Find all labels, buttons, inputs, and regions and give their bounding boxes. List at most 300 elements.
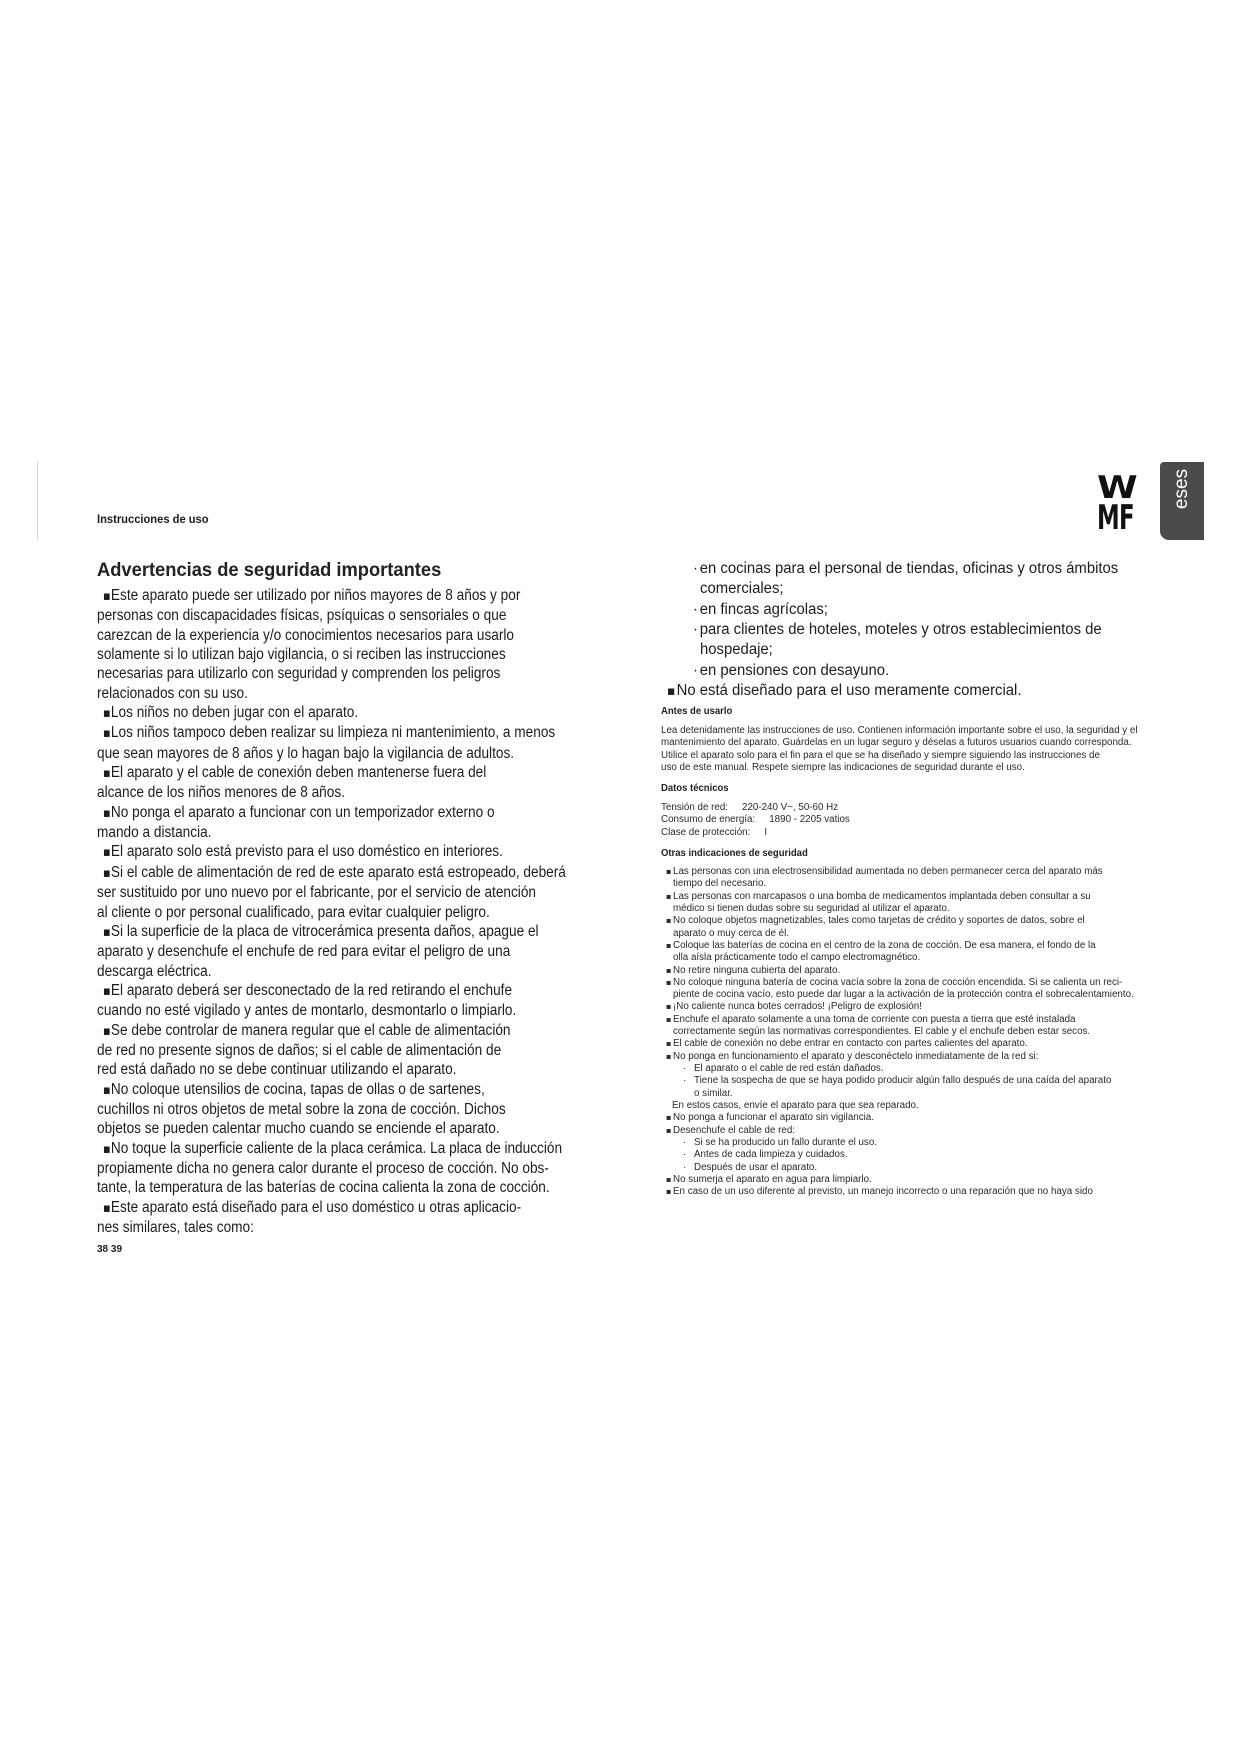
- bullet-marker: ▪: [103, 924, 111, 940]
- bullet-marker: ▪: [666, 1187, 672, 1197]
- other-safety-heading: [661, 848, 1145, 860]
- text-line: [97, 903, 592, 922]
- line-text: descarga eléctrica.: [97, 962, 212, 980]
- line-text: Los niños no deben jugar con el aparato.: [110, 704, 359, 722]
- wmf-logo-upper: W: [1097, 470, 1138, 506]
- spec-row-content: [661, 814, 850, 826]
- list-item: [661, 977, 1146, 1002]
- list-item: [97, 863, 592, 922]
- spec-row-content: [661, 802, 838, 814]
- running-header: [97, 513, 317, 527]
- bullet-marker: ·: [693, 560, 698, 577]
- list-item: [97, 763, 592, 803]
- line-content: [673, 878, 766, 890]
- line-text: Enchufe el aparato solamente a una toma de corriente con puesta a tierra que esté instalada: [673, 1013, 1076, 1025]
- line-text: cuando no esté vigilado y antes de montarlo, desmontarlo o limpiarlo.: [97, 1002, 517, 1020]
- line-content: [666, 977, 1122, 989]
- line-text: No sumerja el aparato en agua para limpiarlo.: [673, 1173, 872, 1185]
- text-line: [661, 1063, 1146, 1075]
- line-content: [103, 981, 512, 1001]
- line-text: Si el cable de alimentación de red de este aparato está estropeado, deberá: [110, 863, 566, 881]
- list-item: [693, 620, 1145, 661]
- text-line: [97, 783, 592, 802]
- bullet-marker: ▪: [103, 983, 111, 999]
- text-line: [661, 1051, 1146, 1063]
- line-text: El aparato solo está previsto para el uso doméstico en interiores.: [110, 843, 503, 861]
- text-line: [661, 1125, 1146, 1137]
- line-text: Desenchufe el cable de red:: [673, 1124, 795, 1136]
- spec-label: Consumo de energía:: [661, 814, 756, 826]
- line-content: [97, 1119, 500, 1138]
- list-item: [661, 1038, 1146, 1050]
- text-line: [97, 763, 592, 783]
- line-text: médico si tienen dudas sobre su seguridad al utilizar el aparato.: [673, 902, 950, 914]
- line-text: El aparato y el cable de conexión deben mantenerse fuera del: [110, 764, 487, 782]
- line-content: [103, 586, 520, 606]
- bullet-marker: ·: [683, 1136, 687, 1148]
- line-text: Utilice el aparato solo para el fin para el que se ha diseñado y siempre siguiendo las instrucciones de: [661, 749, 1100, 761]
- bullet-marker: ▪: [103, 766, 111, 782]
- bullet-marker: ▪: [666, 1174, 672, 1184]
- line-content: [97, 626, 514, 645]
- line-text: cuchillos ni otros objetos de metal sobre la zona de cocción. Dichos: [97, 1100, 506, 1118]
- line-text: No retire ninguna cubierta del aparato.: [673, 964, 841, 976]
- text-line: [97, 723, 592, 743]
- line-content: [97, 684, 248, 703]
- list-item: [661, 1051, 1146, 1063]
- other-safety-heading-text: Otras indicaciones de seguridad: [661, 848, 808, 859]
- bullet-marker: ▪: [103, 1200, 111, 1216]
- line-text: ser sustituido por uno nuevo por el fabricante, por el servicio de atención: [97, 884, 537, 902]
- list-item: [97, 981, 592, 1021]
- line-content: [683, 1063, 884, 1075]
- text-line: [693, 661, 1145, 681]
- text-line: [661, 1174, 1146, 1186]
- line-text: aparato o muy cerca de él.: [673, 927, 789, 939]
- line-text: objetos se pueden calentar mucho cuando se enciende el aparato.: [97, 1120, 500, 1138]
- bullet-marker: ▪: [667, 684, 676, 699]
- line-content: [666, 1001, 922, 1013]
- line-text: propiamente dicha no genera calor durante el proceso de cocción. No obs-: [97, 1159, 549, 1177]
- line-content: [103, 763, 486, 783]
- bullet-marker: ▪: [666, 1113, 672, 1123]
- line-content: [666, 940, 1096, 952]
- bullet-marker: ·: [683, 1161, 687, 1173]
- list-item: [661, 1162, 1146, 1174]
- list-item: [693, 559, 1145, 600]
- text-line: [661, 928, 1146, 940]
- line-text: El aparato deberá ser desconectado de la red retirando el enchufe: [110, 981, 513, 999]
- bullet-marker: ·: [683, 1075, 687, 1087]
- line-content: [666, 1038, 1028, 1050]
- list-item: [661, 1075, 1146, 1100]
- line-content: [694, 1088, 733, 1100]
- list-item: [661, 965, 1146, 977]
- line-content: [683, 1162, 817, 1174]
- line-text: No coloque utensilios de cocina, tapas de ollas o de sartenes,: [110, 1080, 485, 1098]
- text-line: [661, 940, 1146, 952]
- line-text: No ponga el aparato a funcionar con un temporizador externo o: [110, 803, 495, 821]
- text-line: [661, 891, 1146, 903]
- bullet-marker: ▪: [666, 867, 672, 876]
- line-text: No está diseñado para el uso meramente comercial.: [676, 682, 1022, 699]
- language-tab: [1160, 462, 1204, 540]
- technical-data-heading-text: Datos técnicos: [661, 783, 729, 794]
- line-text: carezcan de la experiencia y/o conocimientos necesarios para usarlo: [97, 626, 515, 644]
- line-text: en pensiones con desayuno.: [699, 661, 890, 679]
- text-line: [661, 1075, 1146, 1087]
- list-item: [97, 1139, 592, 1198]
- text-line: [97, 1080, 592, 1100]
- line-text: nes similares, tales como:: [97, 1219, 254, 1236]
- line-content: [103, 842, 503, 862]
- text-line: [97, 1159, 592, 1178]
- section-title-text: Advertencias de seguridad importantes: [97, 559, 442, 581]
- bullet-marker: ▪: [103, 845, 111, 861]
- usage-contexts-list: [693, 559, 1145, 681]
- line-content: [97, 1178, 550, 1197]
- line-text: Este aparato puede ser utilizado por niños mayores de 8 años y por: [110, 587, 521, 604]
- text-line: [97, 744, 592, 763]
- text-line: [693, 640, 1145, 660]
- bullet-marker: ▪: [666, 977, 672, 987]
- text-line: [97, 823, 592, 842]
- bullet-marker: ▪: [666, 1014, 672, 1024]
- line-content: [693, 600, 828, 620]
- text-line: [97, 606, 592, 625]
- line-content: [673, 928, 789, 940]
- bullet-marker: ▪: [666, 1039, 672, 1049]
- running-header-text: Instrucciones de uso: [97, 514, 209, 526]
- line-text: Los niños tampoco deben realizar su limpieza ni mantenimiento, a menos: [110, 724, 556, 742]
- line-content: [673, 903, 950, 915]
- line-text: piente de cocina vacío, esto puede dar lugar a la activación de la protección contra el sobrecalentamiento.: [673, 989, 1134, 1001]
- list-item: [661, 1174, 1146, 1186]
- line-text: necesarias para utilizarlo con seguridad y comprenden los peligros: [97, 665, 501, 683]
- text-line: [661, 1014, 1146, 1026]
- text-line: [693, 579, 1145, 599]
- line-content: [103, 703, 358, 723]
- line-text: hospedaje;: [700, 641, 773, 659]
- list-item: [97, 1021, 592, 1080]
- line-text: en fincas agrícolas;: [699, 600, 828, 618]
- text-line: [97, 1021, 592, 1041]
- line-text: No coloque objetos magnetizables, tales como tarjetas de crédito y soportes de datos, sobre el: [673, 915, 1085, 927]
- text-line: [661, 965, 1146, 977]
- line-text: No toque la superficie caliente de la placa cerámica. La placa de inducción: [110, 1139, 563, 1157]
- text-line: [661, 878, 1146, 890]
- line-text: No ponga a funcionar el aparato sin vigilancia.: [673, 1112, 874, 1124]
- bullet-marker: ▪: [103, 865, 111, 881]
- line-content: [97, 903, 490, 922]
- before-use-heading: [661, 706, 1145, 718]
- text-line: [661, 750, 1143, 762]
- text-line: [97, 1139, 592, 1159]
- line-content: [97, 645, 506, 664]
- text-line: [667, 681, 1145, 702]
- text-line: [661, 1112, 1146, 1124]
- before-use-paragraph: [661, 725, 1143, 774]
- language-tab-label: eses: [1171, 468, 1192, 510]
- technical-data-table: [661, 802, 1145, 839]
- list-item: [693, 600, 1145, 620]
- bullet-marker: ·: [693, 661, 698, 679]
- bullet-marker: ▪: [666, 1125, 672, 1135]
- list-item: [97, 703, 592, 723]
- bullet-marker: ·: [683, 1149, 687, 1161]
- text-line: [97, 586, 592, 606]
- line-text: El cable de conexión no debe entrar en contacto con partes calientes del aparato.: [673, 1038, 1028, 1050]
- line-content: [97, 1001, 516, 1020]
- bullet-marker: ▪: [103, 1141, 111, 1157]
- text-line: [97, 962, 592, 981]
- spec-value: I: [764, 826, 768, 838]
- line-content: [103, 723, 555, 743]
- text-line: [661, 1026, 1146, 1038]
- line-text: solamente si lo utilizan bajo vigilancia, o si reciben las instrucciones: [97, 646, 506, 664]
- bullet-marker: ·: [683, 1063, 687, 1074]
- list-item: [661, 866, 1146, 891]
- line-content: [97, 606, 506, 625]
- line-content: [666, 915, 1085, 927]
- bullet-marker: ▪: [103, 805, 111, 821]
- line-content: [97, 1159, 549, 1178]
- line-text: red está dañado no se debe continuar utilizando el aparato.: [97, 1061, 457, 1079]
- bullet-marker: ▪: [103, 589, 111, 604]
- spec-value: 220-240 V~, 50-60 Hz: [742, 802, 839, 813]
- list-item: [661, 1112, 1146, 1124]
- line-text: alcance de los niños menores de 8 años.: [97, 784, 345, 802]
- bullet-marker: ·: [693, 620, 698, 638]
- text-line: [661, 1100, 1146, 1112]
- line-text: uso de este manual. Respete siempre las indicaciones de seguridad durante el uso.: [661, 761, 1025, 773]
- margin-rule: [37, 462, 38, 540]
- list-item: [661, 1186, 1146, 1198]
- text-line: [661, 1137, 1146, 1149]
- line-text: para clientes de hoteles, moteles y otros establecimientos de: [699, 620, 1102, 638]
- list-item: [661, 1001, 1146, 1013]
- line-content: [103, 1139, 562, 1159]
- list-item: [661, 1149, 1146, 1161]
- line-text: al cliente o por personal cualificado, para evitar cualquier peligro.: [97, 903, 490, 921]
- wmf-logo-lower: MF: [1097, 498, 1134, 538]
- text-line: [661, 952, 1146, 964]
- text-line: [661, 762, 1143, 774]
- list-item: [661, 891, 1146, 916]
- line-content: [667, 681, 1022, 702]
- line-text: Si la superficie de la placa de vitrocerámica presenta daños, apague el: [110, 922, 539, 940]
- text-line: [661, 1038, 1146, 1050]
- text-line: [661, 1149, 1146, 1161]
- line-content: [666, 866, 1103, 878]
- text-line: [97, 684, 592, 703]
- text-line: [661, 1001, 1146, 1013]
- line-content: [693, 620, 1102, 640]
- line-content: [666, 1014, 1075, 1026]
- line-text: tiempo del necesario.: [673, 878, 767, 890]
- line-content: [666, 965, 840, 977]
- line-text: personas con discapacidades físicas, psíquicas o sensoriales o que: [97, 607, 507, 625]
- text-line: [97, 1178, 592, 1197]
- text-line: [661, 737, 1143, 749]
- line-content: [666, 1125, 795, 1137]
- commercial-use-note: [667, 681, 1145, 702]
- list-item: [661, 915, 1146, 940]
- line-content: [683, 1149, 848, 1161]
- line-content: [103, 803, 495, 823]
- line-text: Antes de cada limpieza y cuidados.: [694, 1149, 848, 1161]
- line-text: o similar.: [694, 1087, 733, 1099]
- text-line: [661, 903, 1146, 915]
- spec-value: 1890 - 2205 vatios: [769, 814, 850, 826]
- line-text: Se debe controlar de manera regular que el cable de alimentación: [110, 1021, 511, 1039]
- text-line: [97, 626, 592, 645]
- bullet-marker: ▪: [666, 891, 672, 901]
- bullet-marker: ▪: [103, 1082, 111, 1098]
- bullet-marker: ▪: [666, 1051, 672, 1061]
- list-item: [97, 803, 592, 843]
- line-text: relacionados con su uso.: [97, 684, 248, 702]
- line-content: [683, 1137, 877, 1149]
- line-text: aparato y desenchufe el enchufe de red para evitar el peligro de una: [97, 943, 511, 961]
- text-line: [97, 1119, 592, 1138]
- text-line: [661, 725, 1143, 737]
- line-content: [103, 1021, 511, 1041]
- bullet-marker: ▪: [103, 706, 111, 722]
- line-text: olla aísla prácticamente todo el campo electromagnético.: [673, 952, 921, 964]
- text-line: [97, 1041, 592, 1060]
- line-text: Este aparato está diseñado para el uso doméstico u otras aplicacio-: [110, 1198, 522, 1216]
- text-line: [97, 842, 592, 862]
- spec-row: [661, 814, 1145, 826]
- line-text: ¡No caliente nunca botes cerrados! ¡Peligro de explosión!: [673, 1001, 922, 1013]
- line-content: [103, 922, 539, 942]
- spec-label: Tensión de red:: [661, 802, 728, 813]
- line-content: [666, 1186, 1093, 1198]
- text-line: [97, 664, 592, 683]
- list-item: [661, 1137, 1146, 1149]
- line-text: No ponga en funcionamiento el aparato y desconéctelo inmediatamente de la red si:: [673, 1050, 1039, 1062]
- line-content: [103, 1080, 485, 1100]
- list-item: [661, 1063, 1146, 1075]
- line-text: Tiene la sospecha de que se haya podido producir algún fallo después de una caída del aparato: [694, 1075, 1112, 1087]
- text-line: [661, 1088, 1146, 1100]
- text-line: [97, 703, 592, 723]
- other-safety-list: [661, 866, 1146, 1198]
- line-content: [673, 1026, 1090, 1038]
- line-content: [97, 664, 500, 683]
- text-line: [693, 600, 1145, 620]
- list-item: [97, 1080, 592, 1139]
- line-text: El aparato o el cable de red están dañados.: [694, 1063, 884, 1074]
- list-item: [661, 1125, 1146, 1137]
- line-content: [700, 640, 773, 660]
- line-content: [666, 1051, 1038, 1063]
- line-content: [97, 962, 211, 981]
- line-text: de red no presente signos de daños; si el cable de alimentación de: [97, 1041, 502, 1059]
- list-item: [97, 842, 592, 862]
- list-item: [97, 723, 592, 763]
- bullet-marker: ▪: [103, 726, 111, 742]
- line-text: tante, la temperatura de las baterías de cocina calienta la zona de cocción.: [97, 1179, 550, 1197]
- line-content: [666, 1174, 872, 1186]
- list-item: [661, 1014, 1146, 1039]
- spec-row: [661, 827, 1145, 839]
- text-line: [661, 989, 1146, 1001]
- text-line: [97, 1001, 592, 1020]
- bullet-marker: ▪: [666, 916, 672, 926]
- line-text: en cocinas para el personal de tiendas, oficinas y otros ámbitos: [699, 560, 1119, 577]
- text-line: [661, 1162, 1146, 1174]
- line-content: [97, 783, 345, 802]
- text-line: [661, 915, 1146, 927]
- line-text: En estos casos, envíe el aparato para que sea reparado.: [672, 1099, 919, 1111]
- line-text: que sean mayores de 8 años y lo hagan bajo la vigilancia de adultos.: [97, 744, 515, 762]
- before-use-heading-text: Antes de usarlo: [661, 706, 733, 717]
- bullet-marker: ▪: [666, 940, 672, 950]
- line-text: mando a distancia.: [97, 824, 212, 842]
- line-text: Las personas con una electrosensibilidad aumentada no deben permanecer cerca del aparato más: [673, 866, 1103, 877]
- line-content: [693, 661, 889, 681]
- section-title: [97, 557, 592, 583]
- line-content: [97, 744, 514, 763]
- line-content: [673, 952, 920, 964]
- line-content: [97, 1218, 254, 1237]
- line-content: [103, 863, 566, 883]
- line-content: [673, 989, 1134, 1001]
- technical-data-heading: [661, 783, 1145, 795]
- list-item: [661, 1100, 1146, 1112]
- line-content: [683, 1075, 1111, 1087]
- spec-label: Clase de protección:: [661, 826, 751, 838]
- spec-row-content: [661, 827, 767, 839]
- bullet-marker: ▪: [666, 965, 672, 975]
- line-text: Lea detenidamente las instrucciones de uso. Contienen información importante sobre el uso, la seguridad y el: [661, 725, 1138, 736]
- bullet-marker: ▪: [103, 1023, 111, 1039]
- safety-warnings-list: [97, 586, 592, 1237]
- text-line: [97, 645, 592, 664]
- bullet-marker: ▪: [666, 1002, 672, 1012]
- list-item: [97, 922, 592, 981]
- text-line: [661, 1186, 1146, 1198]
- line-content: [97, 1060, 456, 1079]
- line-text: En caso de un uso diferente al previsto, un manejo incorrecto o una reparación que no haya sido: [673, 1186, 1093, 1198]
- text-line: [97, 942, 592, 961]
- line-content: [672, 1100, 919, 1112]
- line-text: Coloque las baterías de cocina en el centro de la zona de cocción. De esa manera, el fondo de la: [673, 939, 1096, 951]
- line-content: [97, 883, 536, 902]
- line-content: [666, 1112, 874, 1124]
- line-content: [97, 942, 510, 961]
- text-line: [97, 981, 592, 1001]
- text-line: [97, 1198, 592, 1218]
- list-item: [667, 681, 1145, 702]
- spec-row: [661, 802, 1145, 814]
- text-line: [97, 1100, 592, 1119]
- line-content: [666, 891, 1091, 903]
- text-line: [661, 866, 1146, 878]
- line-text: correctamente según las normativas correspondientes. El cable y el enchufe deben estar secos.: [673, 1026, 1091, 1038]
- line-content: [97, 823, 211, 842]
- bullet-marker: ·: [693, 600, 698, 618]
- line-content: [97, 1100, 506, 1119]
- line-text: Las personas con marcapasos o una bomba de medicamentos implantada deben consultar a su: [673, 890, 1091, 902]
- line-text: comerciales;: [700, 580, 784, 598]
- page-numbers: 38 39: [97, 1244, 123, 1255]
- text-line: [97, 863, 592, 883]
- text-line: [97, 883, 592, 902]
- line-content: [700, 579, 784, 599]
